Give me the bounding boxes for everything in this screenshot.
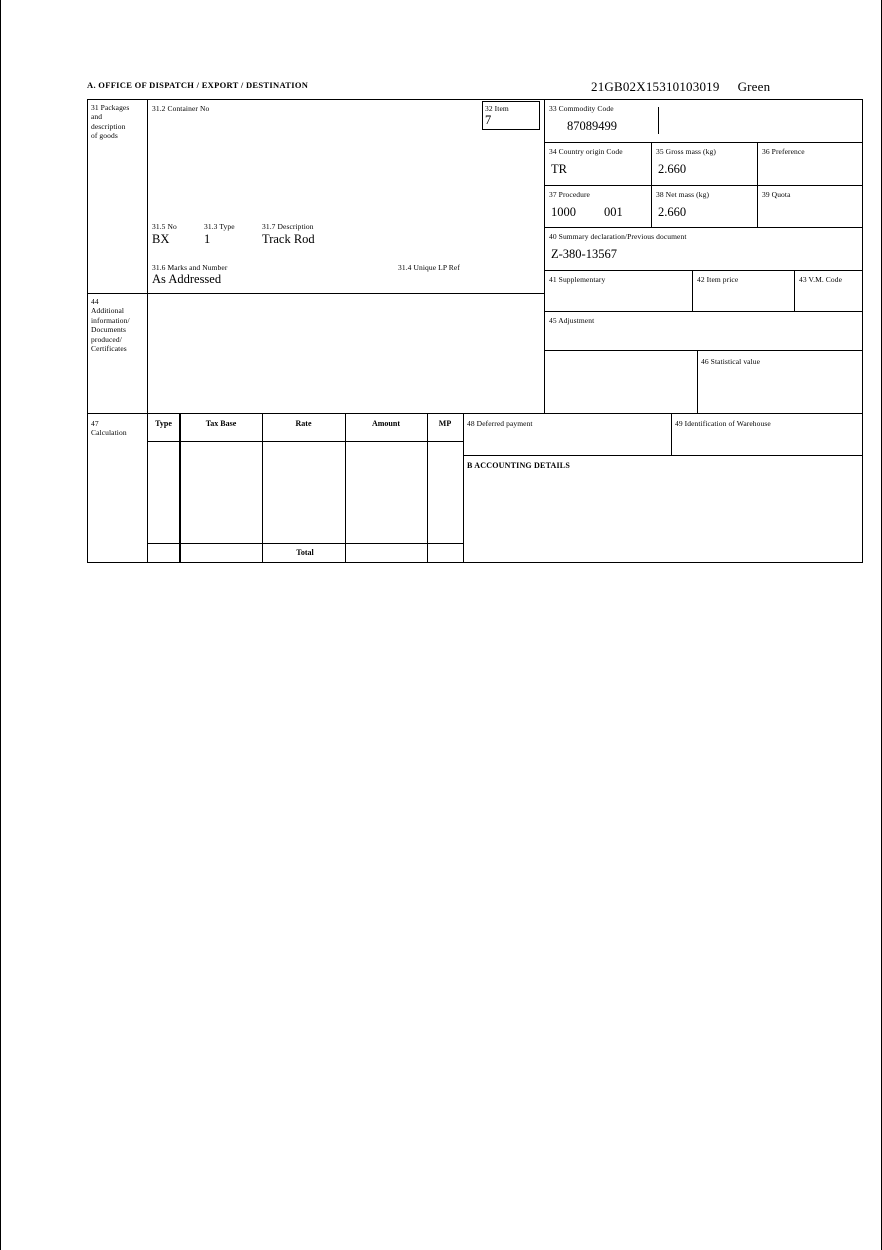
box-31-subheaders: [152, 222, 532, 231]
copy-color-label: Green: [737, 79, 771, 94]
box-31-3-label: 31.3 Type: [204, 222, 235, 231]
box-44-label-line5: produced/: [91, 334, 122, 344]
calc-col-tax-base: Tax Base: [205, 419, 237, 428]
box-45-label: 45 Adjustment: [549, 316, 595, 325]
box-44-label-line6: Certificates: [91, 343, 127, 353]
box-44-label: [91, 297, 145, 353]
box-31-5-value: BX: [152, 232, 170, 246]
box-39-label: 39 Quota: [762, 190, 791, 199]
calculation-table: [147, 413, 463, 563]
box-42-label: 42 Item price: [697, 275, 739, 284]
box-38-value: 2.660: [658, 205, 687, 219]
calc-col-amount: Amount: [371, 419, 400, 428]
box-31-7-value: Track Rod: [262, 232, 315, 246]
box-31-label-line4: of goods: [91, 131, 118, 141]
box-37-value-additional: 001: [604, 205, 623, 219]
divider-dotted: [544, 350, 545, 413]
box-31-values: [152, 232, 532, 247]
divider-47-48: [463, 413, 464, 563]
box-41-label: 41 Supplementary: [549, 275, 606, 284]
calc-divider-3: [345, 413, 346, 563]
declaration-reference-number: 21GB02X15310103019: [591, 79, 720, 94]
box-33-label: 33 Commodity Code: [549, 104, 614, 113]
box-47-label: [91, 419, 145, 438]
box-35-value: 2.660: [658, 162, 687, 176]
box-37-label: 37 Procedure: [549, 190, 590, 199]
box-49-label: 49 Identification of Warehouse: [675, 419, 771, 428]
box-40-value: Z-380-13567: [551, 247, 617, 261]
divider-left-col-upper: [147, 99, 148, 293]
box-32-value: 7: [485, 113, 492, 127]
box-31-5-label: 31.5 No: [152, 222, 177, 231]
box-40-label: 40 Summary declaration/Previous document: [549, 232, 687, 241]
box-43-label: 43 V.M. Code: [799, 275, 843, 284]
box-47-label-line1: 47: [91, 419, 99, 428]
box-31-4-label: 31.4 Unique LP Ref: [398, 263, 460, 272]
box-31-label-line2: and: [91, 112, 103, 122]
box-31-6-value: As Addressed: [152, 272, 222, 286]
divider-48-49: [671, 413, 672, 455]
divider-41-45: [544, 311, 863, 312]
box-44-label-line2: Additional: [91, 306, 125, 316]
calc-col-type: Type: [155, 419, 172, 428]
divider-45-46: [544, 350, 863, 351]
divider-41-42: [692, 270, 693, 311]
box-46-label: 46 Statistical value: [701, 357, 761, 366]
box-44-label-line1: 44: [91, 297, 99, 306]
box-31-7-label: 31.7 Description: [262, 222, 314, 231]
box-33-tick-divider: [658, 107, 659, 134]
divider-42-43: [794, 270, 795, 311]
divider-31-44: [87, 293, 545, 294]
box-31-label: [91, 103, 147, 141]
calc-divider-1b: [179, 413, 180, 563]
box-48-label: 48 Deferred payment: [467, 419, 533, 428]
box-31-label-line1: 31 Packages: [91, 103, 130, 112]
box-38-label: 38 Net mass (kg): [656, 190, 710, 199]
box-36-label: 36 Preference: [762, 147, 805, 156]
box-44-label-line3: information/: [91, 315, 130, 325]
box-31-6-label: 31.6 Marks and Number: [152, 263, 228, 272]
calc-header-rule: [147, 441, 463, 442]
divider-35-36: [757, 142, 758, 227]
box-44-label-line4: Documents: [91, 325, 127, 335]
box-31-3-value: 1: [204, 232, 211, 246]
divider-34-35: [651, 142, 652, 227]
box-32-label: 32 Item: [485, 104, 509, 113]
divider-48-b: [463, 455, 863, 456]
calc-divider-2: [262, 413, 263, 563]
box-34-value: TR: [551, 162, 567, 176]
box-b-accounting-label: B ACCOUNTING DETAILS: [467, 461, 570, 470]
box-34-label: 34 Country origin Code: [549, 147, 623, 156]
calc-col-mp: MP: [438, 419, 452, 428]
box-37-value-procedure: 1000: [551, 205, 576, 219]
calc-col-rate: Rate: [295, 419, 312, 428]
box-47-label-line2: Calculation: [91, 428, 127, 438]
box-31-label-line3: description: [91, 121, 126, 131]
divider-33-34: [544, 142, 863, 143]
divider-37-40: [544, 227, 863, 228]
box-35-label: 35 Gross mass (kg): [656, 147, 716, 156]
declaration-reference: [591, 79, 770, 95]
divider-45-46-vertical: [697, 350, 698, 413]
divider-40-41: [544, 270, 863, 271]
calc-divider-4: [427, 413, 428, 563]
divider-34-37: [544, 185, 863, 186]
box-31-2-container-no-label: 31.2 Container No: [152, 104, 210, 113]
box-33-value: 87089499: [567, 119, 617, 133]
divider-left-col-middle: [147, 293, 148, 413]
calc-total-label: Total: [296, 548, 314, 557]
calc-divider-1: [180, 413, 181, 563]
office-of-dispatch-heading: A. OFFICE OF DISPATCH / EXPORT / DESTINATION: [87, 80, 309, 90]
